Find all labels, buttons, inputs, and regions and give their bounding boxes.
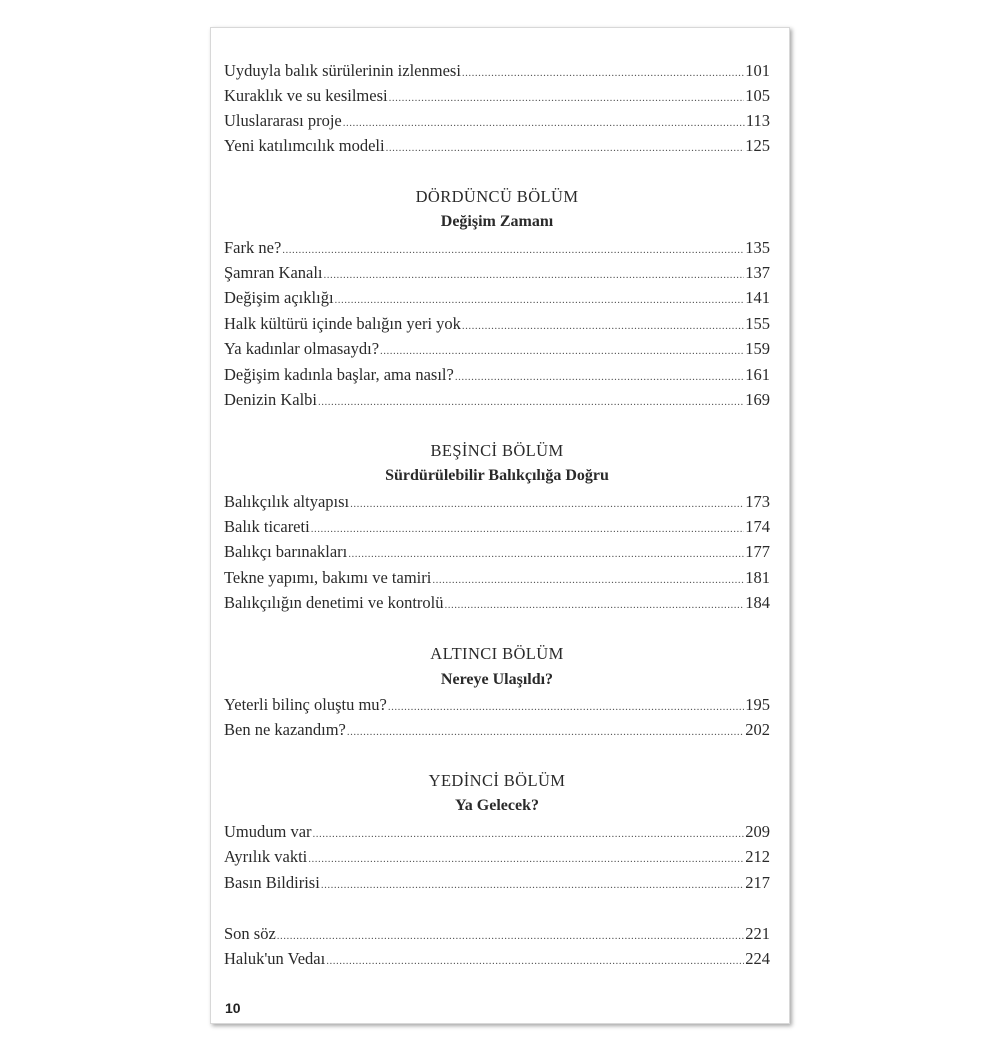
toc-entry-page: 181 (745, 568, 770, 587)
toc-entry (224, 388, 770, 412)
toc-entry (224, 59, 770, 83)
toc-entry-title: Halk kültürü içinde balığın yeri yok (224, 314, 461, 333)
toc-leader-dots (386, 136, 745, 160)
toc-entry-page: 155 (745, 314, 770, 333)
toc-entry (224, 693, 770, 717)
toc-entry (224, 286, 770, 310)
toc-leader-dots (350, 492, 744, 516)
toc-entry-page: 125 (745, 136, 770, 155)
toc-leader-dots (308, 847, 744, 871)
toc-entry-page: 212 (745, 847, 770, 866)
toc-leader-dots (277, 924, 744, 948)
toc-entry (224, 922, 770, 946)
toc-entry-title: Şamran Kanalı (224, 263, 323, 282)
toc-entry-page: 113 (745, 111, 770, 130)
toc-entry-page: 224 (745, 949, 770, 968)
toc-entry (224, 820, 770, 844)
toc-entry (224, 490, 770, 514)
toc-entry-title: Uyduyla balık sürülerinin izlenmesi (224, 61, 461, 80)
toc-leader-dots (348, 542, 744, 566)
toc-entry-title: Balıkçılığın denetimi ve kontrolü (224, 593, 444, 612)
toc-leader-dots (335, 288, 745, 312)
section-heading: DÖRDÜNCÜ BÖLÜM (415, 187, 579, 206)
toc-entry-title: Balık ticareti (224, 517, 310, 536)
toc-entry-page: 221 (745, 924, 770, 943)
toc-entry-page: 209 (745, 822, 770, 841)
toc-entry-page: 135 (745, 238, 770, 257)
toc-entry-page: 101 (745, 61, 770, 80)
toc-entry-page: 177 (745, 542, 770, 561)
toc-entry (224, 871, 770, 895)
toc-leader-dots (347, 720, 744, 744)
toc-entry-title: Fark ne? (224, 238, 282, 257)
toc-entry-page: 184 (745, 593, 770, 612)
toc-entry-page: 174 (745, 517, 770, 536)
toc-leader-dots (445, 593, 745, 617)
toc-entry (224, 718, 770, 742)
toc-entry (224, 337, 770, 361)
toc-entry (224, 261, 770, 285)
toc-leader-dots (326, 949, 744, 973)
toc-entry (224, 109, 770, 133)
toc-leader-dots (318, 390, 744, 414)
toc-entry-page: 141 (745, 288, 770, 307)
toc-entry (224, 312, 770, 336)
toc-entry-title: Ya kadınlar olmasaydı? (224, 339, 380, 358)
toc-leader-dots (462, 314, 744, 338)
toc-entry (224, 84, 770, 108)
toc-entry-page: 159 (745, 339, 770, 358)
section-subtitle: Değişim Zamanı (440, 213, 554, 230)
toc-leader-dots (455, 365, 744, 389)
toc-leader-dots (388, 695, 744, 719)
page-number: 10 (225, 1000, 241, 1016)
toc-entry-title: Kuraklık ve su kesilmesi (224, 86, 388, 105)
toc-entry-page: 173 (745, 492, 770, 511)
toc-entry-page: 137 (745, 263, 770, 282)
toc-entry-title: Değişim kadınla başlar, ama nasıl? (224, 365, 454, 384)
toc-entry (224, 363, 770, 387)
toc-entry (224, 566, 770, 590)
toc-entry-title: Haluk'un Vedaı (224, 949, 326, 968)
toc-entry-title: Tekne yapımı, bakımı ve tamiri (224, 568, 432, 587)
toc-entry-page: 217 (745, 873, 770, 892)
section-heading: BEŞİNCİ BÖLÜM (430, 441, 564, 460)
toc-entry (224, 515, 770, 539)
toc-entry-title: Değişim açıklığı (224, 288, 334, 307)
toc-entry-title: Balıkçı barınakları (224, 542, 348, 561)
toc-entry-title: Balıkçılık altyapısı (224, 492, 350, 511)
toc-entry-page: 202 (745, 720, 770, 739)
toc-leader-dots (321, 873, 744, 897)
section-heading: YEDİNCİ BÖLÜM (428, 771, 566, 790)
toc-entry-title: Son söz (224, 924, 276, 943)
section-subtitle: Nereye Ulaşıldı? (440, 671, 554, 688)
toc-leader-dots (324, 263, 745, 287)
toc-entry-title: Yeni katılımcılık modeli (224, 136, 385, 155)
toc-leader-dots (282, 238, 744, 262)
section-subtitle: Sürdürülebilir Balıkçılığa Doğru (385, 467, 609, 484)
toc-entry-title: Umudum var (224, 822, 312, 841)
toc-entry (224, 947, 770, 971)
toc-entry (224, 134, 770, 158)
book-page (210, 27, 790, 1024)
toc-leader-dots (389, 86, 745, 110)
toc-entry-page: 195 (745, 695, 770, 714)
toc-entry-title: Denizin Kalbi (224, 390, 318, 409)
toc-leader-dots (343, 111, 745, 135)
toc-leader-dots (432, 568, 744, 592)
section-subtitle: Ya Gelecek? (455, 797, 539, 814)
toc-leader-dots (462, 61, 744, 85)
toc-entry-title: Yeterli bilinç oluştu mu? (224, 695, 387, 714)
toc-entry-page: 161 (745, 365, 770, 384)
toc-entry-title: Ben ne kazandım? (224, 720, 346, 739)
toc-leader-dots (313, 822, 745, 846)
section-heading: ALTINCI BÖLÜM (430, 644, 564, 663)
toc-entry (224, 591, 770, 615)
toc-entry (224, 540, 770, 564)
toc-leader-dots (311, 517, 745, 541)
toc-entry-page: 169 (745, 390, 770, 409)
toc-entry (224, 236, 770, 260)
toc-entry-title: Basın Bildirisi (224, 873, 320, 892)
toc-entry-title: Ayrılık vakti (224, 847, 308, 866)
toc-entry (224, 845, 770, 869)
toc-entry-title: Uluslararası proje (224, 111, 342, 130)
toc-leader-dots (380, 339, 744, 363)
toc-entry-page: 105 (745, 86, 770, 105)
